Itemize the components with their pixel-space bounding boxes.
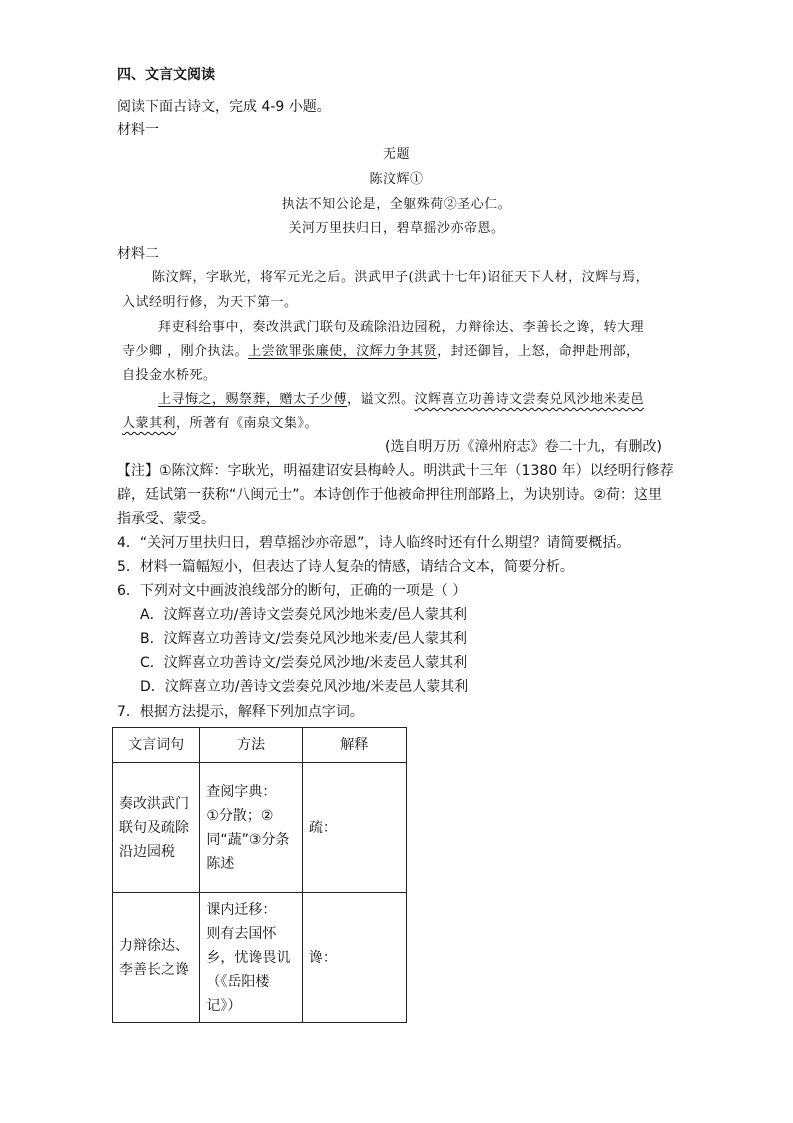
answer-label: 谗： — [308, 949, 337, 966]
question-6-option-d: D．汶辉喜立功/善诗文尝奏兑风沙地/米麦邑人蒙其利 — [140, 679, 469, 695]
cell-line: 力辩徐达、 — [119, 937, 189, 954]
instruction-text: 阅读下面古诗文，完成 4-9 小题。 — [117, 99, 331, 115]
note-line-1: 【注】①陈汶辉：字耿光，明福建诏安县梅岭人。明洪武十三年（1380 年）以经明行修荐 — [117, 463, 674, 479]
cell-line: 查阅字典： — [206, 783, 277, 800]
table-header-row — [113, 728, 407, 763]
cell-line: 课内迁移： — [206, 901, 277, 918]
cell-line: 则有去国怀 — [206, 925, 277, 942]
cell-line: 沿边园税 — [119, 843, 175, 860]
material2-p2-line1: 拜吏科给事中，奏改洪武门联句及疏除沿边园税，力辩徐达、李善长之谗，转大理 — [158, 320, 645, 335]
material2-p2-line2 — [122, 342, 640, 362]
cell-line: 乡，忧谗畏讥 — [206, 949, 291, 966]
table-header-cell: 方法 — [200, 728, 303, 763]
text-segment: ，封还御旨，上怒，命押赴刑部， — [437, 344, 640, 359]
source-citation: (选自明万历《漳州府志》卷二十九，有删改) — [385, 439, 662, 455]
table-header-cell: 解释 — [302, 728, 406, 763]
underlined-sentence-2: 上寻悔之，赐祭葬，赠太子少傅 — [158, 392, 348, 407]
wavy-underlined-sentence-cont: 人蒙其利 — [122, 416, 177, 431]
table-cell-answer[interactable] — [302, 763, 406, 893]
question-6-option-c: C．汶辉喜立功善诗文/尝奏兑风沙地/米麦邑人蒙其利 — [140, 655, 468, 671]
cell-line: 记》） — [206, 997, 242, 1014]
cell-line: 联句及疏除 — [119, 819, 189, 836]
table-row — [113, 763, 407, 893]
table-cell-method — [200, 893, 303, 1023]
cell-line: （《岳阳楼 — [206, 973, 270, 990]
vocabulary-table — [112, 727, 407, 1023]
question-6-option-a: A．汶辉喜立功/善诗文尝奏兑风沙地米麦/邑人蒙其利 — [140, 607, 468, 623]
poem-author: 陈汶辉① — [369, 172, 424, 187]
text-segment: ，谥文烈。 — [347, 392, 415, 407]
material2-p3-line1 — [158, 390, 644, 410]
material2-p3-line2 — [122, 414, 318, 434]
question-6: 6．下列对文中画波浪线部分的断句，正确的一项是（ ） — [117, 583, 467, 599]
wavy-underlined-sentence: 汶辉喜立功善诗文尝奏兑风沙地米麦邑 — [414, 392, 645, 407]
material2-p1-line1: 陈汶辉，字耿光，将军元光之后。洪武甲子(洪武十七年)诏征天下人材，汶辉与焉， — [152, 270, 650, 285]
table-cell-phrase — [113, 763, 200, 893]
cell-line: 奏改洪武门 — [119, 795, 189, 812]
poem-line-1: 执法不知公论是，全躯殊荷②圣心仁。 — [281, 197, 512, 212]
underlined-sentence-1: 上尝欲罪张廉使，汶辉力争其贤 — [248, 344, 438, 359]
material2-label: 材料二 — [117, 246, 159, 262]
question-6-option-b: B．汶辉喜立功善诗文/尝奏兑风沙地米麦/邑人蒙其利 — [140, 631, 468, 647]
cell-line: 陈述 — [206, 855, 235, 872]
section-title: 四、文言文阅读 — [117, 67, 215, 83]
material2-p1-line2: 入试经明行修，为天下第一。 — [122, 295, 298, 310]
material1-label: 材料一 — [117, 122, 159, 138]
table-cell-method — [200, 763, 303, 893]
poem-line-2: 关河万里扶归日，碧草摇沙亦帝恩。 — [288, 221, 505, 236]
text-segment: 寺少卿 ，刚介执法。 — [122, 344, 249, 359]
table-cell-answer[interactable] — [302, 893, 406, 1023]
question-7: 7．根据方法提示，解释下列加点字词。 — [117, 704, 364, 720]
note-line-2: 辟，廷试第一获称“八闽元士”。本诗创作于他被命押往刑部路上，为诀别诗。②荷：这里 — [117, 487, 663, 503]
table-row — [113, 893, 407, 1023]
note-line-3: 指承受、蒙受。 — [117, 511, 215, 527]
table-cell-phrase — [113, 893, 200, 1023]
question-4: 4．“关河万里扶归日，碧草摇沙亦帝恩”，诗人临终时还有什么期望？请简要概括。 — [117, 535, 631, 551]
text-segment: ，所著有《南泉文集》。 — [176, 416, 319, 431]
answer-label: 疏： — [308, 819, 337, 836]
cell-line: 同“蔬”③分条 — [206, 831, 290, 848]
cell-line: 李善长之谗 — [119, 961, 189, 978]
question-5: 5．材料一篇幅短小，但表达了诗人复杂的情感，请结合文本，简要分析。 — [117, 559, 574, 575]
material2-p2-line3: 自投金水桥死。 — [122, 368, 217, 383]
table-header-cell: 文言词句 — [113, 728, 200, 763]
poem-title: 无题 — [382, 147, 410, 162]
cell-line: ①分散；② — [206, 807, 274, 824]
